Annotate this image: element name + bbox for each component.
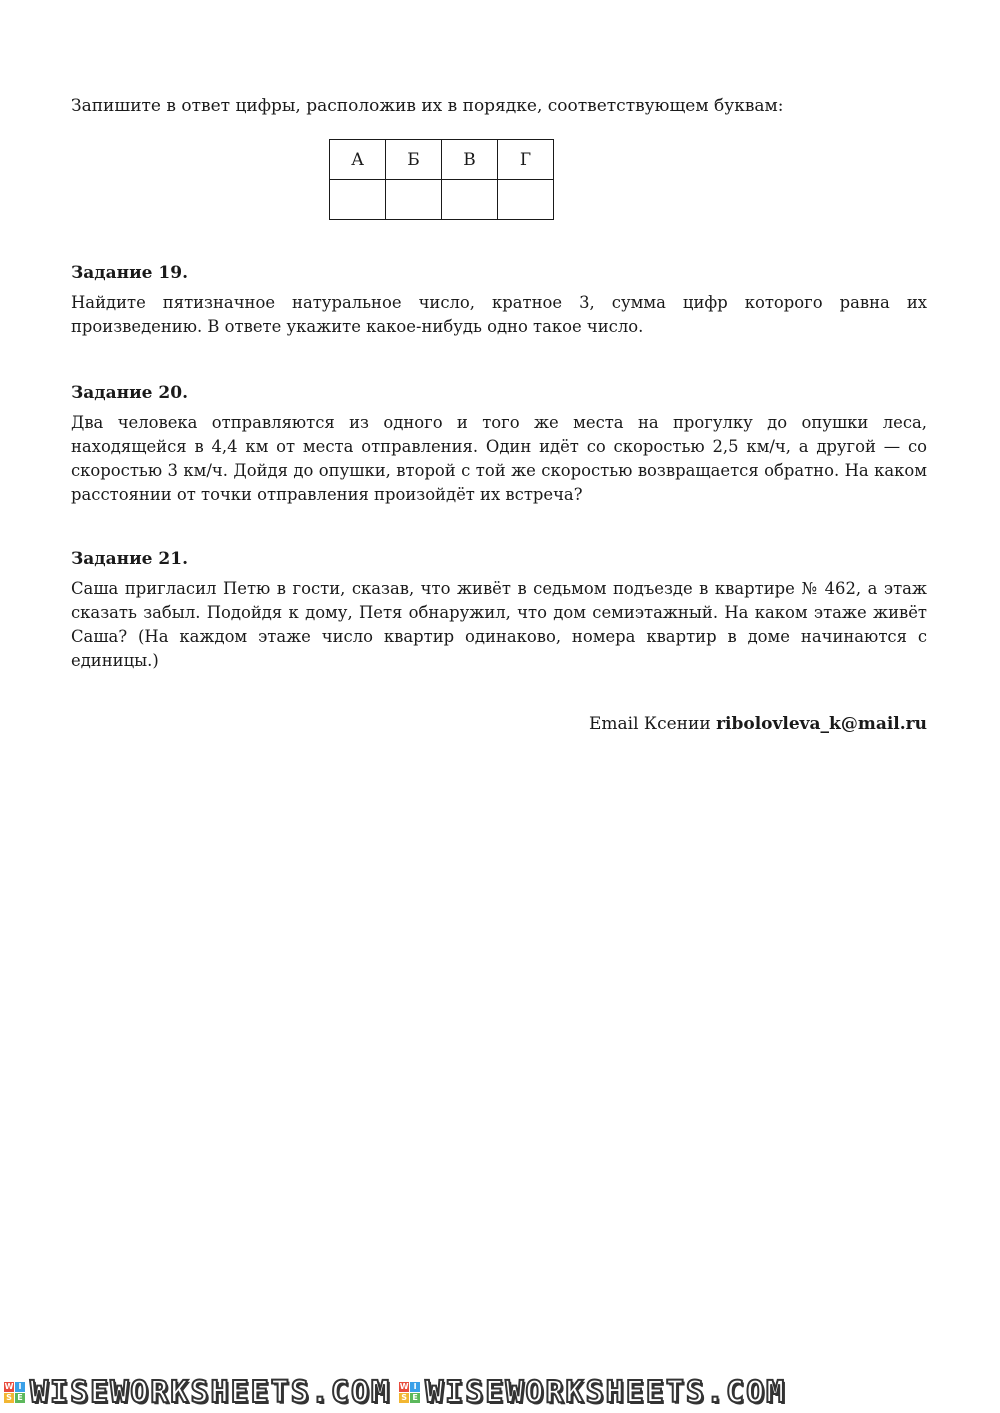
answer-cell-a[interactable]	[330, 180, 386, 220]
brand-text: WISEWORKSHEETS.COM	[30, 1374, 392, 1410]
answer-header-v: В	[442, 140, 498, 180]
brand-logo-icon: W I S E	[399, 1382, 420, 1403]
answer-header-a: А	[330, 140, 386, 180]
task-20-text: Два человека отправляются из одного и того же места на прогулку до опушки леса, находящейся в 4,4 км от места отправления. Один идёт со скоростью 2,5 км/ч, а другой — со скоростью 3 км/ч. Дойдя до опушки, второй с той же скоростью возвращается обратно. На каком расстоянии от точки отправления произойдёт их встреча?	[71, 413, 927, 504]
task-21-text: Саша пригласил Петю в гости, сказав, что живёт в седьмом подъезде в квартире № 462, а этаж сказать забыл. Подойдя к дому, Петя обнаружил, что дом семиэтажный. На каком этаже живёт Саша? (На каждом этаже число квартир одинаково, номера квартир в доме начинаются с единицы.)	[71, 579, 927, 670]
task-20-title: Задание 20.	[71, 383, 188, 403]
answer-cell-b[interactable]	[386, 180, 442, 220]
brand-logo-icon: W I S E	[4, 1382, 25, 1403]
task-20	[71, 383, 927, 507]
task-21-title: Задание 21.	[71, 549, 188, 569]
task-19-title: Задание 19.	[71, 263, 188, 283]
answer-cell-v[interactable]	[442, 180, 498, 220]
footer-watermark	[0, 1371, 1000, 1413]
brand-text: WISEWORKSHEETS.COM	[425, 1374, 787, 1410]
email-label: Email Ксении	[588, 714, 711, 734]
answer-table-header-row	[330, 140, 554, 180]
task-19	[71, 263, 927, 339]
brand-watermark-1	[4, 1375, 391, 1410]
answer-table	[329, 139, 554, 220]
answer-table-input-row	[330, 180, 554, 220]
task-19-text: Найдите пятизначное натуральное число, кратное 3, сумма цифр которого равна их произведению. В ответе укажите какое-нибудь одно такое число.	[71, 293, 927, 336]
email-address[interactable]: ribolovleva_k@mail.ru	[716, 714, 927, 734]
brand-watermark-2	[399, 1375, 786, 1410]
answer-header-b: Б	[386, 140, 442, 180]
author-email	[589, 714, 927, 734]
answer-header-g: Г	[498, 140, 554, 180]
intro-instruction: Запишите в ответ цифры, расположив их в порядке, соответствующем буквам:	[71, 96, 784, 116]
task-21	[71, 549, 927, 673]
answer-cell-g[interactable]	[498, 180, 554, 220]
